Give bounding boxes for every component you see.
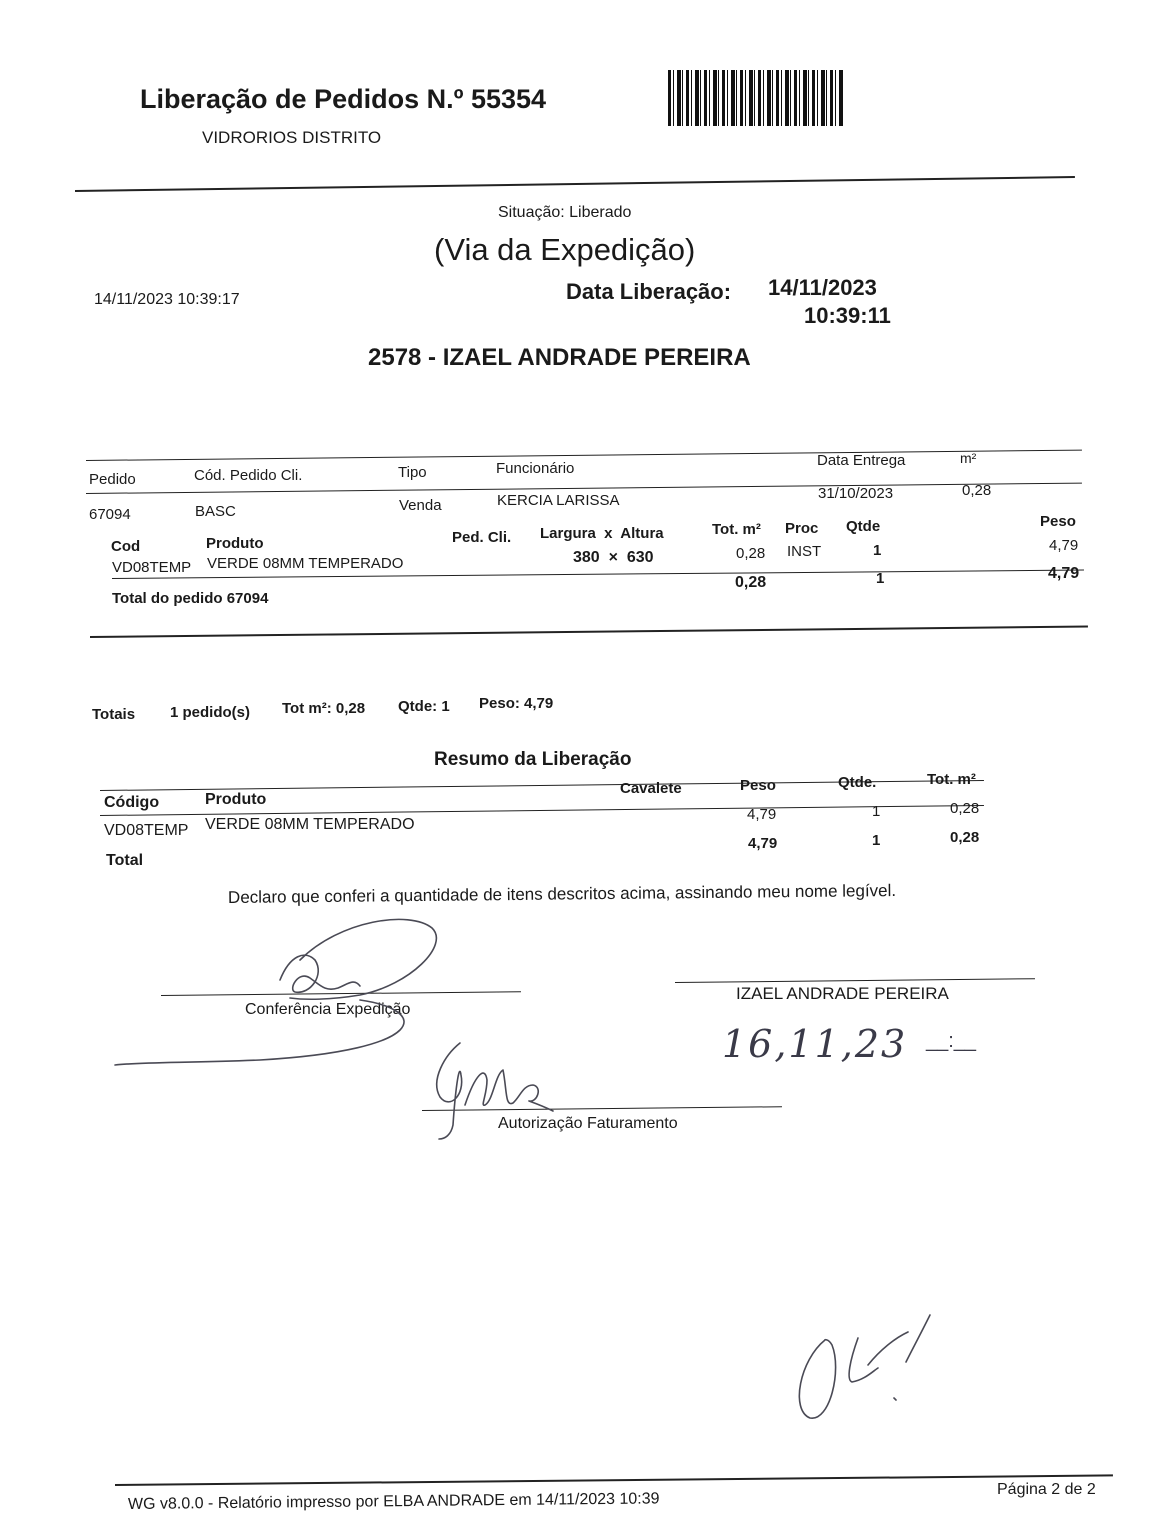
order-total-label: Total do pedido 67094: [112, 590, 269, 607]
handwritten-time: __:__: [926, 1030, 977, 1052]
resumo-total-peso: 4,79: [748, 835, 778, 852]
item-peso: 4,79: [1049, 537, 1079, 554]
val-cod-pedido-cli: BASC: [195, 503, 236, 520]
situation-label: Situação: Liberado: [498, 204, 632, 221]
item-col-ped-cli: Ped. Cli.: [452, 529, 512, 546]
resumo-total-qtde: 1: [872, 832, 881, 849]
footer-report: WG v8.0.0 - Relatório impresso por ELBA ANDRADE em 14/11/2023 10:39: [127, 1490, 660, 1513]
resumo-col-codigo: Código: [104, 794, 160, 811]
print-datetime: 14/11/2023 10:39:17: [94, 291, 240, 308]
col-data-entrega: Data Entrega: [817, 452, 906, 469]
footer-rule: [115, 1474, 1113, 1486]
handwritten-date: 16,11,23: [722, 1022, 908, 1066]
conferencia-signature: [110, 900, 450, 1080]
release-time: 10:39:11: [804, 303, 891, 328]
resumo-total-label: Total: [106, 852, 144, 869]
item-proc: INST: [787, 543, 822, 560]
resumo-col-produto: Produto: [205, 791, 267, 808]
item-col-tot-m2: Tot. m²: [712, 521, 761, 538]
item-col-peso: Peso: [1040, 513, 1076, 530]
val-data-entrega: 31/10/2023: [818, 485, 894, 502]
item-produto: VERDE 08MM TEMPERADO: [207, 555, 404, 572]
autorizacao-label: Autorização Faturamento: [498, 1115, 678, 1132]
resumo-title: Resumo da Liberação: [434, 749, 632, 770]
val-tipo: Venda: [399, 497, 442, 514]
item-cod: VD08TEMP: [112, 559, 192, 576]
order-top-rule: [86, 450, 1082, 461]
footer-page: Página 2 de 2: [997, 1481, 1096, 1498]
totals-m2: Tot m²: 0,28: [282, 700, 366, 717]
company-name: VIDRORIOS DISTRITO: [202, 128, 382, 147]
resumo-qtde: 1: [872, 803, 881, 820]
resumo-col-tot-m2: Tot. m²: [927, 771, 976, 788]
totals-peso: Peso: 4,79: [479, 695, 554, 712]
order-bottom-rule: [90, 626, 1088, 638]
col-m2: m²: [960, 450, 977, 466]
document-title: Liberação de Pedidos N.º 55354: [140, 84, 547, 114]
col-pedido: Pedido: [89, 471, 136, 488]
totals-qtde: Qtde: 1: [398, 698, 450, 715]
resumo-produto: VERDE 08MM TEMPERADO: [205, 816, 415, 833]
col-cod-pedido-cli: Cód. Pedido Cli.: [194, 467, 303, 484]
item-col-cod: Cod: [111, 538, 141, 555]
item-dimensoes: 380 × 630: [573, 549, 654, 566]
val-funcionario: KERCIA LARISSA: [497, 492, 620, 509]
order-total-m2: 0,28: [735, 574, 767, 591]
release-date: 14/11/2023: [768, 275, 877, 300]
resumo-total-tot-m2: 0,28: [950, 829, 980, 846]
client-name: 2578 - IZAEL ANDRADE PEREIRA: [368, 344, 751, 371]
resumo-tot-m2: 0,28: [950, 800, 980, 817]
conferencia-label: Conferência Expedição: [245, 1001, 411, 1018]
via-label: (Via da Expedição): [434, 232, 696, 267]
order-total-qtde: 1: [876, 570, 885, 587]
autorizacao-signature: [425, 1035, 565, 1145]
resumo-col-peso: Peso: [740, 777, 776, 794]
item-qtde: 1: [873, 542, 882, 559]
totals-label: Totais: [92, 706, 136, 723]
release-date-label: Data Liberação:: [566, 279, 732, 304]
val-pedido: 67094: [89, 506, 131, 523]
val-m2: 0,28: [962, 482, 992, 499]
ok-handwritten: [780, 1310, 950, 1430]
item-col-largura-altura: Largura x Altura: [540, 525, 664, 542]
item-col-produto: Produto: [206, 535, 264, 552]
col-tipo: Tipo: [398, 464, 427, 481]
resumo-codigo: VD08TEMP: [104, 822, 189, 839]
barcode: [668, 70, 844, 126]
declaration-text: Declaro que conferi a quantidade de itens descritos acima, assinando meu nome legível.: [227, 881, 897, 907]
client-signature-line: [675, 978, 1035, 983]
resumo-col-cavalete: Cavalete: [620, 780, 682, 797]
item-tot-m2: 0,28: [736, 545, 766, 562]
resumo-peso: 4,79: [747, 806, 777, 823]
totals-pedidos: 1 pedido(s): [170, 704, 251, 721]
client-signature-name: IZAEL ANDRADE PEREIRA: [736, 984, 949, 1003]
col-funcionario: Funcionário: [496, 460, 575, 477]
item-col-proc: Proc: [785, 520, 819, 537]
header-divider: [75, 176, 1075, 192]
resumo-col-qtde: Qtde.: [838, 774, 877, 791]
item-col-qtde: Qtde: [846, 518, 881, 535]
order-total-peso: 4,79: [1048, 565, 1080, 582]
